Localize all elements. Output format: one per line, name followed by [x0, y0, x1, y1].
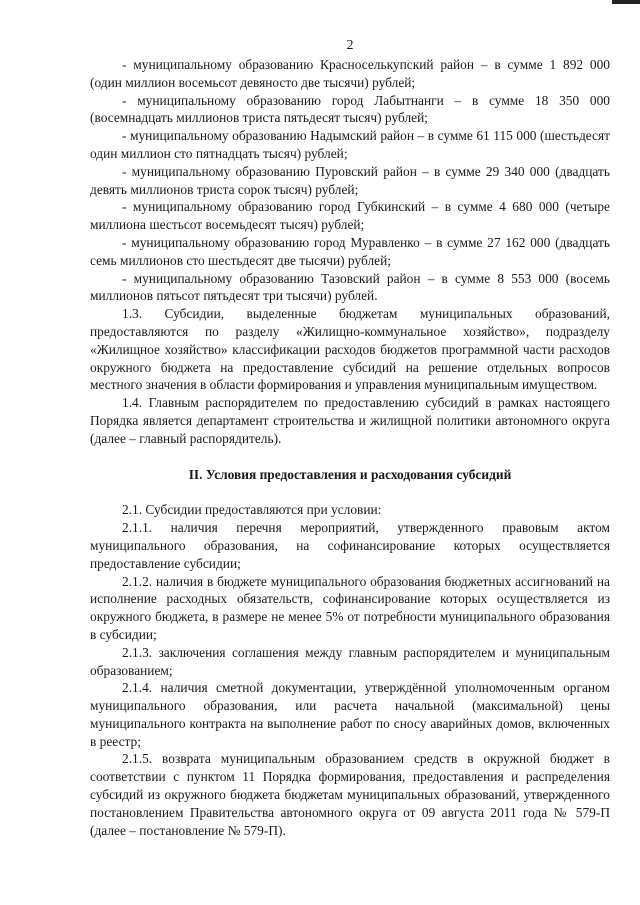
paragraph-2-1-2: 2.1.2. наличия в бюджете муниципального образования бюджетных ассигнований на исполнение расходных обязательств, софинансирование которых осуществляется из окружного бюджета, в размере не менее 5% от потребности муниципального образования в субсидии; [90, 573, 610, 642]
paragraph-tazovsky: - муниципальному образованию Тазовский район – в сумме 8 553 000 (восемь миллионов пятьсот пятьдесят три тысячи) рублей. [90, 270, 610, 304]
paragraph-labytnangi: - муниципальному образованию город Лабытнанги – в сумме 18 350 000 (восемнадцать миллионов триста пятьдесят тысяч) рублей; [90, 92, 610, 126]
page-number: 2 [346, 38, 354, 53]
paragraph-2-1-3: 2.1.3. заключения соглашения между главным распорядителем и муниципальным образованием; [90, 644, 610, 678]
paragraph-purovsky: - муниципальному образованию Пуровский район – в сумме 29 340 000 (двадцать девять миллионов триста сорок тысяч) рублей; [90, 163, 610, 197]
paragraph-2-1: 2.1. Субсидии предоставляются при условии: [122, 502, 382, 518]
section-heading: II. Условия предоставления и расходования субсидий [188, 466, 512, 482]
paragraph-krasnoselkup: - муниципальному образованию Красноселькупский район – в сумме 1 892 000 (один миллион восемьсот девяносто две тысячи) рублей; [90, 57, 610, 90]
paragraph-2-1-1: 2.1.1. наличия перечня мероприятий, утвержденного правовым актом муниципального образования, на софинансирование которых осуществляется предоставление субсидии; [90, 520, 610, 571]
paragraph-1-3: 1.3. Субсидии, выделенные бюджетам муниципальных образований, предоставляются по разделу «Жилищно-коммунальное хозяйство», подразделу «Жилищное хозяйство» классификации расходов бюджетов программной части расходов окружного бюджета на предоставление субсидий на решение отдельных вопросов местного значения в области формирования и управления муниципальным имуществом. [90, 306, 610, 393]
paragraph-nadym: - муниципальному образованию Надымский район – в сумме 61 115 000 (шестьдесят один миллион сто пятнадцать тысяч) рублей; [90, 128, 610, 161]
paragraph-2-1-5: 2.1.5. возврата муниципальным образованием средств в окружной бюджет в соответствии с пунктом 11 Порядка формирования, предоставления и распределения субсидий из окружного бюджета бюджетам муниципальных образований, утвержденного постановлением Правительства автономного округа от 09 августа 2011 года № 579-П (далее – постановление № 579-П). [90, 751, 610, 838]
paragraph-1-4: 1.4. Главным распорядителем по предоставлению субсидий в рамках настоящего Порядка является департамент строительства и жилищной политики автономного округа (далее – главный распорядитель). [90, 395, 610, 446]
document-body [90, 56, 610, 839]
scan-corner-mark [612, 0, 640, 4]
paragraph-gubkinsky: - муниципальному образованию город Губкинский – в сумме 4 680 000 (четыре миллиона шестьсот восемьдесят тысяч) рублей; [90, 199, 610, 233]
paragraph-2-1-4: 2.1.4. наличия сметной документации, утверждённой уполномоченным органом муниципального образования, или расчета начальной (максимальной) цены муниципального контракта на выполнение работ по сносу аварийных домов, включенных в реестр; [90, 680, 610, 749]
paragraph-muravlenko: - муниципальному образованию город Муравленко – в сумме 27 162 000 (двадцать семь миллионов сто шестьдесят две тысячи) рублей; [90, 234, 610, 268]
